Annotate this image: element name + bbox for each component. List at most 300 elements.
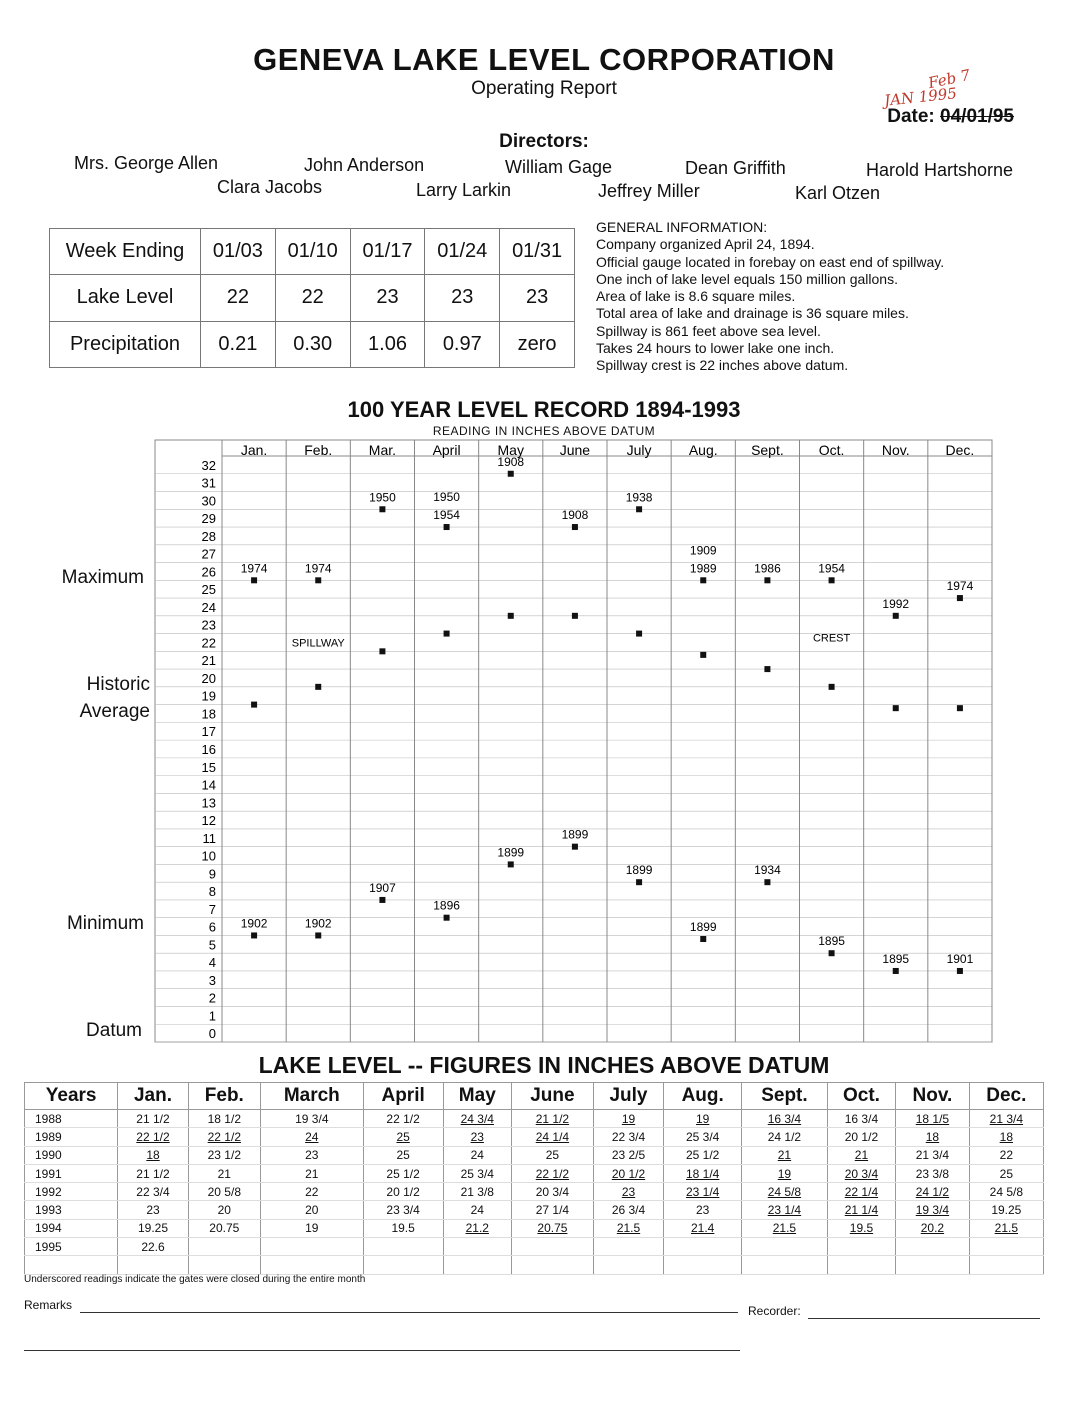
level-value-cell: 20.75 [188,1219,260,1237]
general-info-heading: GENERAL INFORMATION: [596,219,768,235]
level-value-cell: 19.25 [118,1219,188,1237]
general-info-line: One inch of lake level equals 150 million gallons. [596,270,898,287]
lake-level-table [24,1082,1044,1275]
precip-cell: zero [500,321,575,367]
levels-column-header: Oct. [827,1083,895,1110]
level-value-cell: 22 1/2 [118,1128,188,1146]
date-value: 04/01/95 [940,106,1014,127]
year-cell: 1989 [25,1128,118,1146]
maximum-point [764,577,770,583]
director-name: John Anderson [304,155,425,175]
level-value-cell: 18 1/2 [188,1110,260,1128]
levels-column-header: Years [25,1083,118,1110]
level-value-cell: 19.5 [363,1219,443,1237]
y-tick-label: 8 [208,884,216,900]
month-header: Nov. [881,442,910,458]
historic-average-point [251,702,257,708]
precip-cell: 1.06 [350,321,425,367]
levels-column-header: March [260,1083,363,1110]
level-value-cell: 25 [363,1128,443,1146]
level-value-cell: 21.2 [443,1219,511,1237]
level-cell: 22 [275,275,350,321]
levels-column-header: Sept. [742,1083,828,1110]
y-tick-label: 7 [208,901,216,917]
level-value-cell: 22 3/4 [118,1183,188,1201]
y-tick-label: 22 [201,635,216,651]
maximum-point [636,506,642,512]
levels-column-header: Nov. [896,1083,970,1110]
month-header: Aug. [688,442,718,458]
maximum-year-label: 1974 [946,579,974,594]
level-value-cell: 21 3/4 [969,1110,1043,1128]
director-name: Dean Griffith [685,158,786,178]
week-cell: 01/10 [275,229,350,275]
level-value-cell: 25 3/4 [664,1128,742,1146]
general-info-line: Spillway is 861 feet above sea level. [596,322,821,339]
precip-cell: 0.30 [275,321,350,367]
historic-average-point [829,684,835,690]
level-value-cell [512,1256,594,1274]
level-value-cell: 21 [742,1146,828,1164]
director-name: Karl Otzen [795,183,881,203]
y-tick-label: 24 [201,599,216,615]
level-value-cell [664,1238,742,1256]
maximum-year-label: 1909 [689,543,717,558]
level-value-cell: 24 [260,1128,363,1146]
remarks-label: Remarks [24,1298,73,1312]
y-tick-label: 9 [208,866,216,882]
remarks-line[interactable] [80,1312,738,1313]
level-value-cell [896,1238,970,1256]
y-tick-label: 10 [201,848,216,864]
month-header: Oct. [818,442,845,458]
level-value-cell: 24 5/8 [969,1183,1043,1201]
y-tick-label: 0 [208,1026,216,1042]
level-value-cell [969,1256,1043,1274]
maximum-year-label: 1950 [369,490,396,505]
level-value-cell: 21 3/8 [443,1183,511,1201]
level-value-cell: 27 1/4 [512,1201,594,1219]
y-tick-label: 31 [201,475,216,491]
month-header: May [497,442,524,458]
level-value-cell: 21 1/2 [118,1110,188,1128]
year-cell [25,1256,118,1274]
level-value-cell: 23 [593,1183,663,1201]
director-name: Clara Jacobs [217,177,323,197]
maximum-year-label: 1954 [818,561,845,576]
month-header: Feb. [304,442,333,458]
minimum-year-label: 1907 [369,880,396,895]
maximum-point [572,524,578,530]
level-value-cell: 21 1/4 [827,1201,895,1219]
minimum-point [957,968,963,974]
level-value-cell: 26 3/4 [593,1201,663,1219]
level-value-cell: 22 1/2 [188,1128,260,1146]
level-value-cell: 21.5 [742,1219,828,1237]
level-cell: 22 [201,275,276,321]
underscore-note: Underscored readings indicate the gates were closed during the entire month [24,1274,366,1285]
level-value-cell [742,1256,828,1274]
level-value-cell: 24 1/2 [742,1128,828,1146]
minimum-year-label: 1901 [946,951,974,966]
table-row [25,1128,1044,1146]
level-value-cell [896,1256,970,1274]
datum-label: Datum [86,1020,142,1041]
precip-cell: 0.97 [425,321,500,367]
level-value-cell: 18 [118,1146,188,1164]
minimum-point [444,915,450,921]
level-value-cell: 23 3/4 [363,1201,443,1219]
level-value-cell [742,1238,828,1256]
table-row [25,1256,1044,1274]
minimum-year-label: 1899 [561,827,589,842]
levels-column-header: May [443,1083,511,1110]
y-tick-label: 2 [208,990,216,1006]
historic-average-point [315,684,321,690]
level-value-cell: 22 [260,1183,363,1201]
week-cell: 01/31 [500,229,575,275]
maximum-label: Maximum [61,567,144,588]
level-value-cell: 22 [969,1146,1043,1164]
minimum-point [893,968,899,974]
director-name: William Gage [505,157,613,177]
average-label: Average [79,701,150,722]
level-value-cell: 20 [188,1201,260,1219]
level-value-cell: 16 3/4 [742,1110,828,1128]
historic-average-point [379,648,385,654]
maximum-year-label: 1908 [561,508,589,523]
record-heading: 100 YEAR LEVEL RECORD 1894-1993 [347,397,741,422]
year-cell: 1995 [25,1238,118,1256]
level-value-cell [260,1256,363,1274]
level-value-cell: 18 1/4 [664,1164,742,1182]
y-tick-label: 30 [201,493,216,509]
level-value-cell: 20.75 [512,1219,594,1237]
level-value-cell: 20.2 [896,1219,970,1237]
minimum-year-label: 1902 [304,916,332,931]
levels-column-header: Feb. [188,1083,260,1110]
minimum-year-label: 1896 [433,898,460,913]
y-tick-label: 23 [201,617,216,633]
handwritten-note-1: Feb 7 [926,65,972,93]
minimum-year-label: 1902 [240,916,268,931]
level-value-cell: 23 [260,1146,363,1164]
y-tick-label: 26 [201,564,216,580]
maximum-point [444,524,450,530]
level-value-cell [363,1256,443,1274]
level-value-cell: 21 3/4 [896,1146,970,1164]
minimum-year-label: 1895 [818,934,845,949]
y-tick-label: 27 [201,546,216,562]
year-cell: 1994 [25,1219,118,1237]
minimum-point [829,950,835,956]
level-value-cell: 25 [363,1146,443,1164]
levels-heading: LAKE LEVEL -- FIGURES IN INCHES ABOVE DATUM [258,1052,830,1078]
year-cell: 1993 [25,1201,118,1219]
level-value-cell [443,1256,511,1274]
minimum-label: Minimum [66,913,144,934]
month-header: Mar. [368,442,397,458]
page-title: GENEVA LAKE LEVEL CORPORATION [253,42,835,77]
level-value-cell [664,1256,742,1274]
y-tick-label: 6 [208,919,216,935]
y-tick-label: 5 [208,937,216,953]
level-value-cell: 24 [443,1201,511,1219]
level-value-cell: 20 1/2 [363,1183,443,1201]
historic-average-point [700,652,706,658]
month-header: Dec. [945,442,975,458]
level-value-cell: 19 [593,1110,663,1128]
y-tick-label: 1 [208,1008,216,1024]
historic-average-point [508,613,514,619]
maximum-point [829,577,835,583]
director-name: Larry Larkin [416,180,512,200]
week-cell: 01/17 [350,229,425,275]
historic-average-point [444,631,450,637]
general-info-line: Official gauge located in forebay on east end of spillway. [596,253,945,270]
historic-average-point [572,613,578,619]
table-row [25,1164,1044,1182]
historic-label: Historic [86,674,150,695]
month-header: June [559,442,591,458]
remarks-line-2[interactable] [24,1350,740,1351]
maximum-point [251,577,257,583]
spillway-annotation: SPILLWAY [291,637,345,650]
maximum-year-label: 1938 [625,490,653,505]
level-value-cell: 21 [260,1164,363,1182]
level-value-cell: 24 5/8 [742,1183,828,1201]
level-value-cell: 20 1/2 [593,1164,663,1182]
maximum-year-label: 1989 [689,561,717,576]
table-row [25,1183,1044,1201]
historic-average-point [893,705,899,711]
general-info-line: Area of lake is 8.6 square miles. [596,288,796,305]
minimum-point [572,844,578,850]
y-tick-label: 4 [208,955,216,971]
level-value-cell: 22 3/4 [593,1128,663,1146]
level-value-cell: 20 1/2 [827,1128,895,1146]
level-value-cell: 23 [443,1128,511,1146]
level-value-cell: 18 [969,1128,1043,1146]
level-value-cell [593,1238,663,1256]
level-value-cell [969,1238,1043,1256]
recorder-label: Recorder: [748,1304,801,1318]
level-value-cell: 20 [260,1201,363,1219]
level-value-cell: 22 1/4 [827,1183,895,1201]
general-info-line: Takes 24 hours to lower lake one inch. [596,340,835,357]
y-tick-label: 20 [201,670,216,686]
level-value-cell [363,1238,443,1256]
table-row [25,1146,1044,1164]
y-tick-label: 15 [201,759,216,775]
maximum-year-label: 1974 [304,561,332,576]
date-label: Date: [887,106,935,127]
levels-column-header: Aug. [664,1083,742,1110]
month-header: July [626,442,652,458]
week-ending-label: Week Ending [50,229,201,275]
level-value-cell: 24 3/4 [443,1110,511,1128]
maximum-year-label: 1986 [754,561,781,576]
level-value-cell: 19 3/4 [260,1110,363,1128]
level-value-cell: 23 2/5 [593,1146,663,1164]
level-value-cell: 23 1/4 [664,1183,742,1201]
maximum-point [700,577,706,583]
week-cell: 01/03 [201,229,276,275]
recorder-line[interactable] [808,1318,1040,1319]
level-value-cell: 19.25 [969,1201,1043,1219]
level-value-cell: 19.5 [827,1219,895,1237]
maximum-point [957,595,963,601]
minimum-point [315,932,321,938]
y-tick-label: 32 [201,457,216,473]
minimum-year-label: 1899 [689,920,717,935]
historic-average-point [636,631,642,637]
level-value-cell [827,1256,895,1274]
level-value-cell: 18 [896,1128,970,1146]
level-value-cell: 19 [260,1219,363,1237]
level-value-cell: 23 3/8 [896,1164,970,1182]
level-value-cell [512,1238,594,1256]
y-tick-label: 29 [201,511,216,527]
general-info-line: Company organized April 24, 1894. [596,236,815,253]
level-cell: 23 [500,275,575,321]
maximum-year-label: 1950 [433,490,460,505]
level-value-cell: 18 1/5 [896,1110,970,1128]
minimum-point [251,932,257,938]
general-info-line: Spillway crest is 22 inches above datum. [596,357,849,374]
level-value-cell: 23 1/2 [188,1146,260,1164]
level-value-cell: 25 [512,1146,594,1164]
maximum-point [379,506,385,512]
y-tick-label: 28 [201,528,216,544]
week-cell: 01/24 [425,229,500,275]
maximum-year-label: 1908 [497,454,525,469]
directors-heading: Directors: [499,131,589,152]
level-value-cell: 21 [188,1164,260,1182]
level-value-cell: 23 1/4 [742,1201,828,1219]
level-value-cell: 20 3/4 [512,1183,594,1201]
general-info-line: Total area of lake and drainage is 36 square miles. [596,305,909,322]
chart-frame [155,440,992,1042]
y-tick-label: 18 [201,706,216,722]
level-value-cell: 25 1/2 [363,1164,443,1182]
level-value-cell: 21.4 [664,1219,742,1237]
year-cell: 1988 [25,1110,118,1128]
levels-column-header: Dec. [969,1083,1043,1110]
y-tick-label: 17 [201,724,216,740]
lake-level-label: Lake Level [50,275,201,321]
maximum-point [315,577,321,583]
level-value-cell [443,1238,511,1256]
year-cell: 1992 [25,1183,118,1201]
director-name: Jeffrey Miller [598,181,700,201]
month-header: April [432,442,461,458]
level-value-cell: 16 3/4 [827,1110,895,1128]
level-value-cell [188,1256,260,1274]
level-value-cell: 19 3/4 [896,1201,970,1219]
month-header: Sept. [751,442,784,458]
precipitation-label: Precipitation [50,321,201,367]
y-tick-label: 21 [201,653,216,669]
level-value-cell: 22.6 [118,1238,188,1256]
minimum-year-label: 1899 [625,863,653,878]
levels-column-header: June [512,1083,594,1110]
minimum-year-label: 1895 [882,951,910,966]
level-value-cell: 25 [969,1164,1043,1182]
level-value-cell: 21.5 [593,1219,663,1237]
minimum-year-label: 1899 [497,845,525,860]
level-value-cell [827,1238,895,1256]
maximum-year-label: 1974 [240,561,268,576]
record-subheading: READING IN INCHES ABOVE DATUM [432,424,656,438]
maximum-point [893,613,899,619]
year-cell: 1991 [25,1164,118,1182]
level-value-cell: 25 1/2 [664,1146,742,1164]
maximum-year-label: 1992 [882,596,910,611]
level-cell: 23 [350,275,425,321]
y-tick-label: 25 [201,582,216,598]
table-row [25,1238,1044,1256]
minimum-year-label: 1934 [754,863,781,878]
level-value-cell: 19 [664,1110,742,1128]
level-value-cell [260,1238,363,1256]
year-cell: 1990 [25,1146,118,1164]
level-value-cell: 21.5 [969,1219,1043,1237]
level-value-cell: 21 1/2 [118,1164,188,1182]
level-value-cell: 19 [742,1164,828,1182]
handwritten-note-2: JAN 1995 [883,84,958,110]
month-header: Jan. [240,442,268,458]
level-value-cell: 23 [118,1201,188,1219]
director-name: Harold Hartshorne [866,160,1014,180]
levels-column-header: Jan. [118,1083,188,1110]
y-tick-label: 11 [202,830,216,846]
level-value-cell: 24 [443,1146,511,1164]
precip-cell: 0.21 [201,321,276,367]
table-row [25,1219,1044,1237]
level-value-cell: 20 3/4 [827,1164,895,1182]
y-tick-label: 16 [201,742,216,757]
minimum-point [636,879,642,885]
level-value-cell: 24 1/4 [512,1128,594,1146]
table-row [25,1201,1044,1219]
level-value-cell [118,1256,188,1274]
maximum-year-label: 1954 [433,508,460,523]
page-subtitle: Operating Report [471,78,617,99]
minimum-point [764,879,770,885]
level-value-cell: 21 [827,1146,895,1164]
level-value-cell: 20 5/8 [188,1183,260,1201]
levels-column-header: July [593,1083,663,1110]
table-row [25,1110,1044,1128]
level-value-cell: 22 1/2 [512,1164,594,1182]
minimum-point [379,897,385,903]
level-value-cell [188,1238,260,1256]
director-name: Mrs. George Allen [74,153,219,173]
level-value-cell [593,1256,663,1274]
level-value-cell: 23 [664,1201,742,1219]
level-value-cell: 24 1/2 [896,1183,970,1201]
y-tick-label: 3 [208,972,216,988]
y-tick-label: 14 [201,777,216,793]
level-value-cell: 22 1/2 [363,1110,443,1128]
minimum-point [700,936,706,942]
minimum-point [508,861,514,867]
y-tick-label: 19 [201,688,216,704]
level-value-cell: 25 3/4 [443,1164,511,1182]
level-cell: 23 [425,275,500,321]
level-value-cell: 21 1/2 [512,1110,594,1128]
